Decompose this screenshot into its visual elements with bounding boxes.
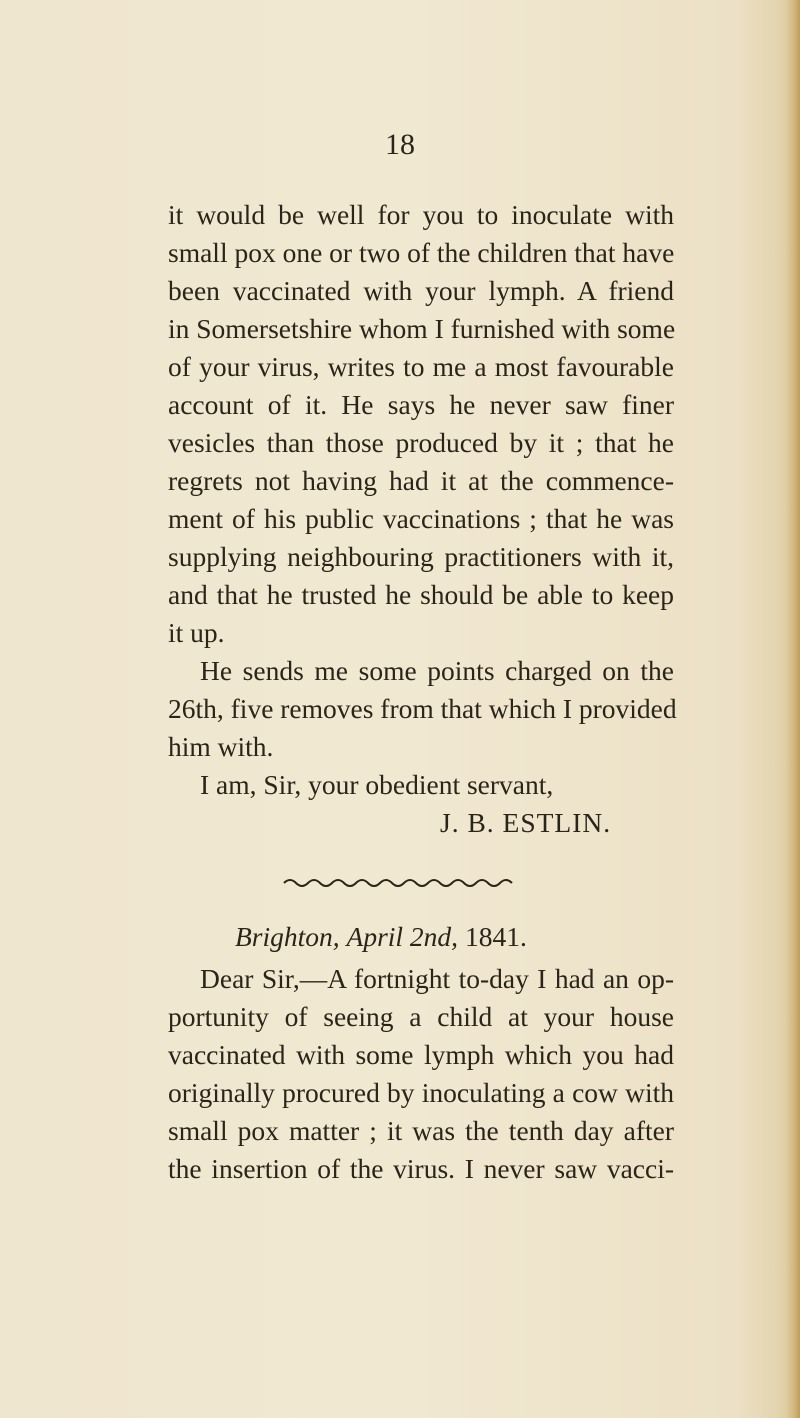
text-line: it up. (168, 617, 225, 648)
text-line: small pox one or two of the children that have (168, 237, 675, 268)
dateline-date: April 2nd, (346, 921, 459, 952)
text-line: He sends me some points charged on the (200, 655, 674, 686)
letter-signature: J. B. ESTLIN. (440, 807, 612, 838)
text-line: vesicles than those produced by it ; that he (168, 427, 674, 458)
text-line: regrets not having had it at the commence- (168, 465, 674, 496)
letter-dateline (235, 918, 655, 956)
letter-closing: I am, Sir, your obedient servant, (200, 769, 554, 800)
text-line: been vaccinated with your lymph. A friend (168, 275, 674, 306)
text-line: small pox matter ; it was the tenth day after (168, 1115, 674, 1146)
text-line: ment of his public vaccinations ; that he was (168, 503, 674, 534)
page-number: 18 (385, 128, 415, 161)
page-edge-shading (786, 0, 800, 1418)
text-line: account of it. He says he never saw finer (168, 389, 674, 420)
text-line: 26th, five removes from that which I provided (168, 693, 677, 724)
text-line: him with. (168, 731, 274, 762)
text-line: originally procured by inoculating a cow with (168, 1077, 674, 1108)
text-line: Dear Sir,—A fortnight to-day I had an op- (200, 963, 674, 994)
text-line: and that he trusted he should be able to keep (168, 579, 674, 610)
wavy-divider-ornament (282, 876, 518, 890)
dateline-year: 1841. (464, 921, 527, 952)
text-line: the insertion of the virus. I never saw vacci- (168, 1153, 674, 1184)
text-line: of your virus, writes to me a most favourable (168, 351, 674, 382)
dateline-place: Brighton, (235, 921, 340, 952)
text-line: supplying neighbouring practitioners with it, (168, 541, 674, 572)
text-line: in Somersetshire whom I furnished with some (168, 313, 676, 344)
text-line: portunity of seeing a child at your house (168, 1001, 674, 1032)
text-line: vaccinated with some lymph which you had (168, 1039, 674, 1070)
text-line: it would be well for you to inoculate with (168, 199, 674, 230)
